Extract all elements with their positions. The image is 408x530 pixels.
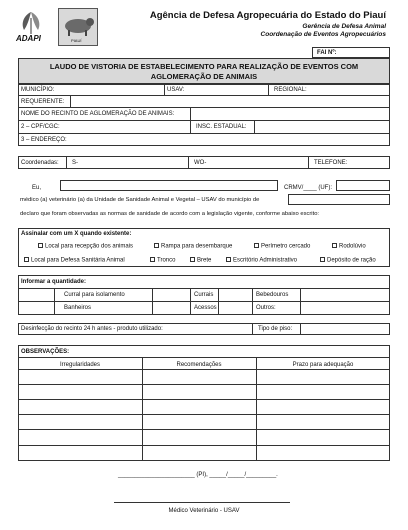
regional-label: REGIONAL: bbox=[274, 87, 307, 93]
checkbox-icon bbox=[24, 257, 29, 262]
checkbox-icon bbox=[254, 243, 259, 248]
header-irregularidades: Irregularidades bbox=[59, 362, 101, 368]
outros-label: Outros: bbox=[256, 305, 276, 311]
curral-isolamento-input[interactable] bbox=[153, 289, 190, 301]
desinfeccao-input[interactable] bbox=[180, 324, 252, 334]
checkbox-icon bbox=[190, 257, 195, 262]
acessos-label: Acessos bbox=[194, 305, 217, 311]
checkbox-icon bbox=[38, 243, 43, 248]
form-title-line2: AGLOMERAÇÃO DE ANIMAIS bbox=[150, 72, 258, 81]
insc-estadual-input[interactable] bbox=[255, 121, 389, 133]
checklist-title: Assinalar com um X quando existente: bbox=[21, 231, 132, 237]
department-name: Gerência de Defesa Animal bbox=[302, 23, 386, 30]
checkbox-deposito[interactable]: Depósito de ração bbox=[320, 257, 376, 264]
latitude-label: S- bbox=[72, 160, 78, 166]
currais-label: Currais bbox=[194, 292, 214, 298]
checkbox-recepcao[interactable]: Local para recepção dos animais bbox=[38, 243, 133, 250]
header-recomendacoes: Recomendações bbox=[176, 362, 222, 368]
usav-label: USAV: bbox=[167, 87, 185, 93]
bebedouros-label: Bebedouros bbox=[256, 292, 289, 298]
adapi-logo bbox=[12, 8, 50, 44]
crmv-input[interactable] bbox=[336, 180, 390, 191]
checkbox-tronco[interactable]: Tronco bbox=[150, 257, 175, 264]
form-title-box bbox=[18, 58, 390, 84]
agency-title: Agência de Defesa Agropecuária do Estado do Piauí bbox=[149, 10, 386, 21]
crmv-label: CRMV/____ (UF): bbox=[284, 185, 333, 191]
checkbox-rodoluvio[interactable]: Rodolúvio bbox=[332, 243, 366, 250]
checkbox-icon bbox=[154, 243, 159, 248]
longitude-label: WO- bbox=[194, 160, 207, 166]
signature-caption: Médico Veterinário - USAV bbox=[168, 508, 240, 514]
acessos-input[interactable] bbox=[219, 302, 252, 314]
place-date-line[interactable]: _______________________ (PI), _____/_____/_________. bbox=[118, 472, 278, 478]
currais-input[interactable] bbox=[219, 289, 252, 301]
eu-label: Eu, bbox=[32, 185, 42, 191]
requerente-input[interactable] bbox=[71, 96, 389, 107]
adapi-logo-text: ADAPI bbox=[16, 34, 41, 43]
banheiros-label: Banheiros bbox=[64, 305, 92, 311]
header-prazo: Prazo para adequação bbox=[292, 362, 354, 368]
declaration-line3: declaro que foram observadas as normas de sanidade de acordo com a legislação vigente, conforme abaixo escrito: bbox=[20, 211, 320, 217]
checkbox-icon bbox=[226, 257, 231, 262]
usav-input[interactable] bbox=[188, 85, 268, 95]
fai-label: FAI Nº: bbox=[317, 50, 337, 56]
signature-line[interactable] bbox=[114, 502, 290, 503]
tipo-piso-input[interactable] bbox=[301, 324, 389, 334]
municipio-input[interactable] bbox=[60, 85, 164, 95]
checkbox-escritorio[interactable]: Escritório Administrativo bbox=[226, 257, 297, 264]
checkbox-icon bbox=[332, 243, 337, 248]
endereco-label: 3 – ENDEREÇO: bbox=[21, 137, 67, 143]
checkbox-brete[interactable]: Brete bbox=[190, 257, 211, 264]
checkbox-icon bbox=[320, 257, 325, 262]
coordenadas-label: Coordenadas: bbox=[21, 160, 59, 166]
checkbox-icon bbox=[150, 257, 155, 262]
cpf-label: 2 – CPF/CGC: bbox=[21, 124, 60, 130]
form-title-line1: LAUDO DE VISTORIA DE ESTABELECIMENTO PARA REALIZAÇÃO DE EVENTOS COM bbox=[49, 62, 359, 71]
usav-municipio-input[interactable] bbox=[288, 194, 390, 205]
desinfeccao-label: Desinfecção do recinto 24 h antes - produto utilizado: bbox=[21, 326, 163, 332]
checkbox-perimetro[interactable]: Perímetro cercado bbox=[254, 243, 310, 250]
telefone-label: TELEFONE: bbox=[314, 160, 348, 166]
outros-input[interactable] bbox=[280, 302, 389, 314]
latitude-input[interactable] bbox=[80, 157, 188, 168]
checkbox-defesa-sanitaria[interactable]: Local para Defesa Sanitária Animal bbox=[24, 257, 125, 264]
fai-number-box[interactable] bbox=[312, 47, 390, 58]
quantity-title: Informar a quantidade: bbox=[21, 279, 87, 285]
recinto-input[interactable] bbox=[191, 108, 389, 120]
declaration-line2: médico (a) veterinário (a) da Unidade de Sanidade Animal e Vegetal – USAV do município de bbox=[20, 197, 260, 203]
vet-name-input[interactable] bbox=[60, 180, 278, 191]
coordination-name: Coordenação de Eventos Agropecuários bbox=[260, 31, 386, 38]
longitude-input[interactable] bbox=[208, 157, 308, 168]
bebedouros-input[interactable] bbox=[301, 289, 389, 301]
piaui-emblem bbox=[58, 8, 98, 46]
endereco-input[interactable] bbox=[70, 134, 389, 145]
requerente-label: REQUERENTE: bbox=[21, 99, 65, 105]
emblem-caption: PIAUÍ bbox=[71, 38, 82, 43]
recinto-label: NOME DO RECINTO DE AGLOMERAÇÃO DE ANIMAIS: bbox=[21, 111, 175, 117]
municipio-label: MUNICÍPIO: bbox=[21, 87, 55, 93]
insc-estadual-label: INSC. ESTADUAL: bbox=[196, 124, 247, 130]
tipo-piso-label: Tipo de piso: bbox=[258, 326, 293, 332]
cpf-input[interactable] bbox=[60, 121, 190, 133]
observations-title: OBSERVAÇÕES: bbox=[21, 349, 70, 355]
regional-input[interactable] bbox=[306, 85, 390, 95]
curral-isolamento-label: Curral para isolamento bbox=[64, 292, 125, 298]
banheiros-input[interactable] bbox=[153, 302, 190, 314]
checkbox-rampa[interactable]: Rampa para desembarque bbox=[154, 243, 232, 250]
cattle-emblem-icon bbox=[59, 12, 97, 38]
